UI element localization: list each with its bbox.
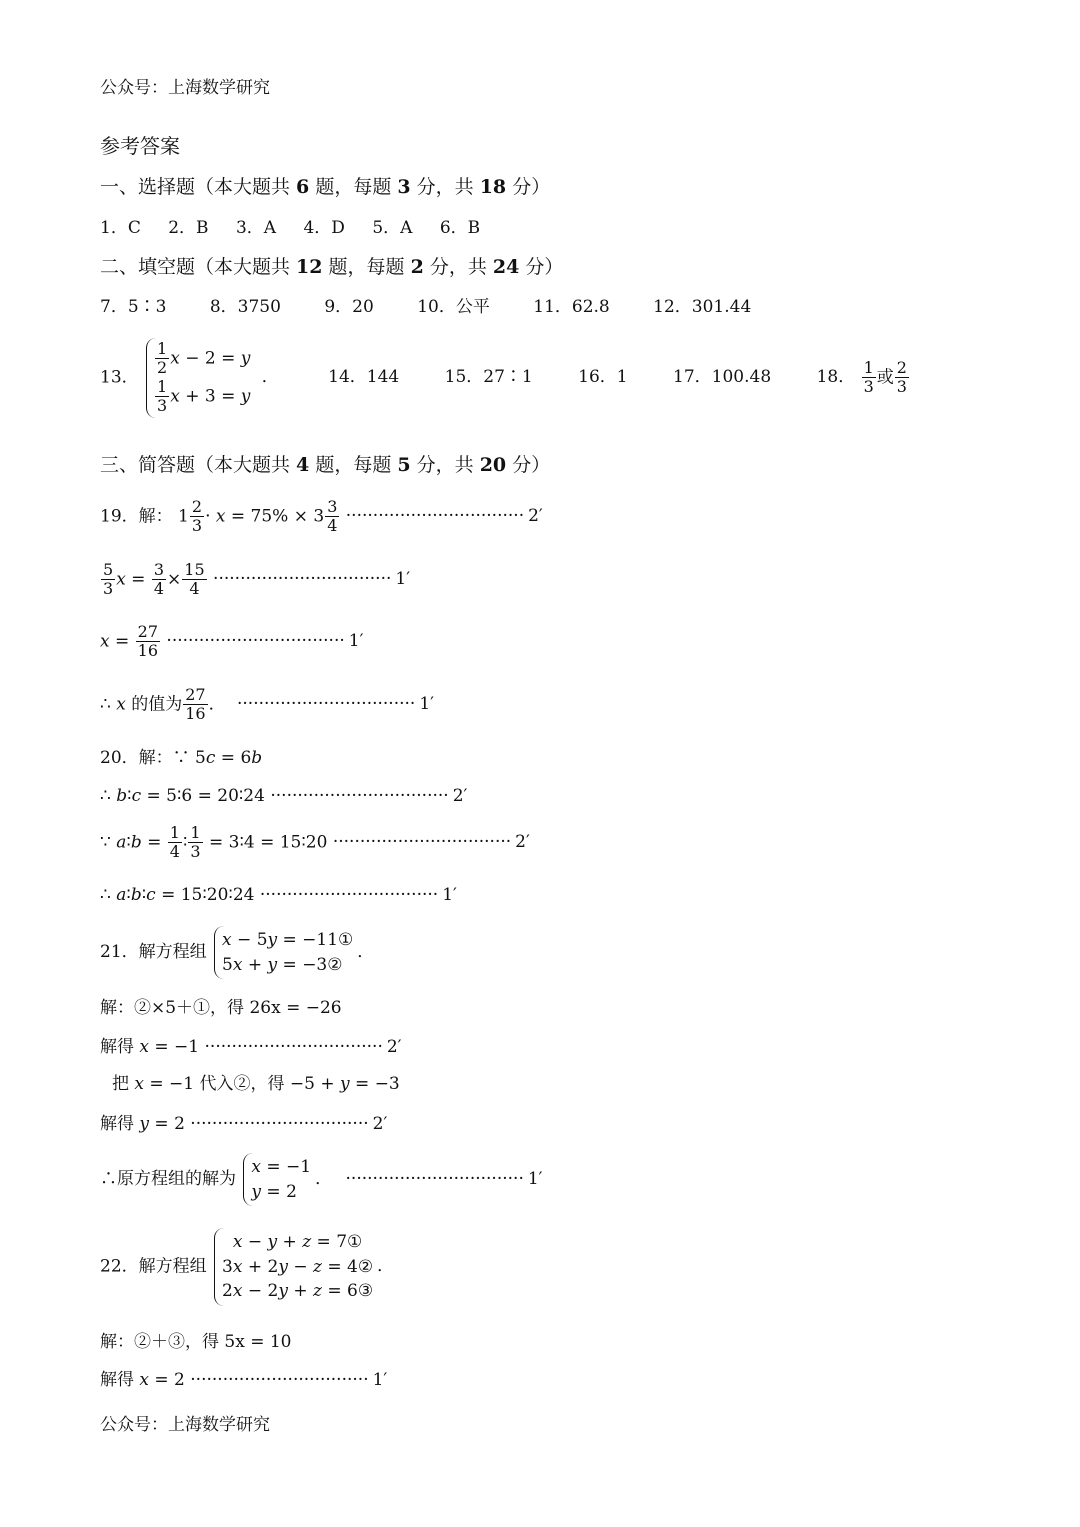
mc-answer: 3．A — [235, 218, 277, 238]
q22-line-1: 解：②＋③，得 5x = 10 — [100, 1332, 292, 1352]
q18-label: 18． — [816, 367, 856, 388]
q13-label: 13． — [100, 367, 139, 388]
mc-answer: 1．C — [100, 218, 141, 238]
q21-line-2: 解得 x = −1 ································· 2′ — [100, 1037, 402, 1057]
page-header: 公众号：上海数学研究 — [100, 78, 270, 98]
q20-line-2: ∴ b∶c = 5∶6 = 20∶24 ································· 2′ — [100, 786, 468, 806]
q22-system: x − y + z = 7① 3x + 2y − z = 4② 2x − 2y + z = 6③ — [214, 1228, 373, 1306]
q20-line-3: ∵ a∶b = $\frac{1}{4}$ ∶ $\frac{1}{3}$ = 3∶4 = 15∶20 ································· 2′ — [100, 823, 530, 862]
fill-answers-row-1 — [100, 299, 751, 316]
mc-answer: 4．D — [303, 218, 345, 238]
section-2-heading: 二、填空题（本大题共 12 题，每题 2 分，共 24 分） — [100, 256, 564, 278]
q19-line-3: x = $\frac{27}{16}$ ································· 1′ — [100, 622, 364, 661]
fill-answer: 7．5∶3 — [100, 297, 167, 317]
q21-conclusion: ∴原方程组的解为 x = −1 y = 2 ． ································· 1′ — [100, 1153, 543, 1206]
fill-answer: 8．3750 — [209, 297, 281, 317]
mc-answer: 5．A — [372, 218, 413, 238]
q21-problem: 21．解方程组 x − 5y = −11① 5x + y = −3② ． — [100, 926, 374, 979]
fill-answer: 17．100.48 — [673, 367, 772, 388]
q22-problem: 22．解方程组 x − y + z = 7① 3x + 2y − z = 4② 2x − 2y + z = 6③ ． — [100, 1228, 394, 1306]
mc-answer: 2．B — [168, 218, 209, 238]
q20-line-4: ∴ a∶b∶c = 15∶20∶24 ································· 1′ — [100, 885, 457, 905]
section-1-heading: 一、选择题（本大题共 6 题，每题 3 分，共 18 分） — [100, 176, 551, 198]
section-3-heading: 三、简答题（本大题共 4 题，每题 5 分，共 20 分） — [100, 454, 551, 476]
page-title: 参考答案 — [100, 134, 180, 158]
mc-answer: 6．B — [439, 218, 481, 238]
fill-answer: 11．62.8 — [533, 297, 610, 317]
mc-answers — [100, 220, 480, 237]
q21-line-1: 解：②×5＋①，得 26x = −26 — [100, 998, 342, 1018]
q21-system: x − 5y = −11① 5x + y = −3② — [214, 926, 353, 979]
fill-answer: 12．301.44 — [653, 297, 752, 317]
fill-answer: 16．1 — [578, 367, 628, 388]
fill-answer: 9．20 — [324, 297, 374, 317]
q21-line-3: 把 x = −1 代入②，得 −5 + y = −3 — [112, 1074, 400, 1094]
q19-line-1: 19．解： 1 $\frac{2}{3}$ · x = 75% × 3 $\frac{3}{4}$ ································· 2′ — [100, 497, 543, 536]
q21-line-4: 解得 y = 2 ································· 2′ — [100, 1114, 388, 1134]
fill-answers-row-2: 13． $\frac{1}{2}$ x − 2 = y $\frac{1}{3}$ x + 3 = y ． 14．144 15．27∶1 16．1 17．100.48 18． $\frac{1}{3}$ 或 $\frac{2}{3}$ — [100, 338, 910, 418]
q22-line-2: 解得 x = 2 ································· 1′ — [100, 1370, 388, 1390]
fill-answer: 14．144 — [328, 367, 400, 388]
q19-line-2: $\frac{5}{3}$ x = $\frac{3}{4}$ × $\frac{15}{4}$ ································· 1′ — [103, 560, 411, 599]
page-footer: 公众号：上海数学研究 — [100, 1415, 270, 1435]
q20-line-1: 20．解：∵ 5c = 6b — [100, 748, 263, 768]
q13-system: $\frac{1}{2}$ x − 2 = y $\frac{1}{3}$ x + 3 = y — [146, 338, 250, 418]
q19-line-4: ∴ x 的值为 $\frac{27}{16}$ ． ································· 1′ — [100, 685, 435, 724]
fill-answer: 15．27∶1 — [444, 367, 533, 388]
q21-solution-system: x = −1 y = 2 — [243, 1153, 311, 1206]
fill-answer: 10．公平 — [417, 297, 490, 317]
